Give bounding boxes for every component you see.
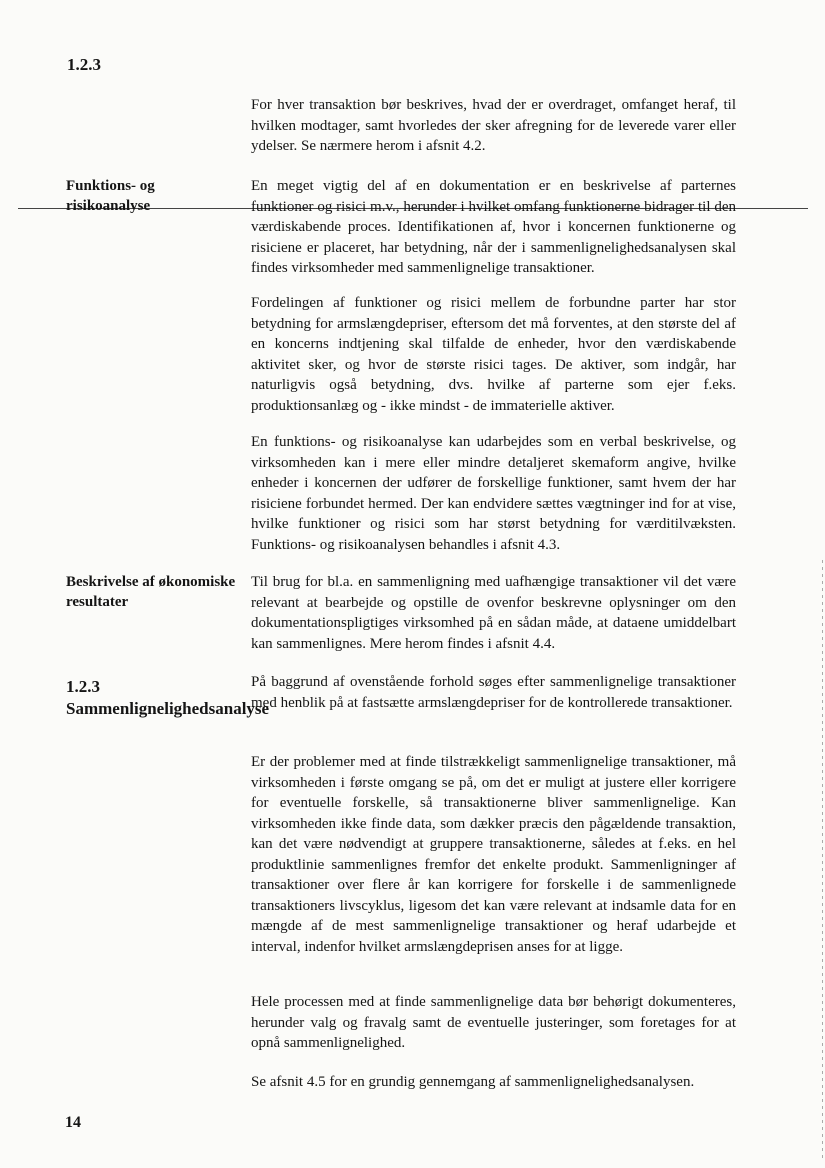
paragraph-allocation-functions: Fordelingen af funktioner og risici mellem de forbundne parter har stor betydning for armslængdepriser, eftersom det må forventes, at den største del af en koncerns indtjening skal tilfalde de enheder, hvor den værdiskabende aktivitet sker, og hvor de største risici tages. De aktiver, som indgår, har naturligvis også betydning, dvs. hvilke af parterne som ejer f.eks. produktionsanlæg og - ikke mindst - de immaterielle aktiver.: [251, 295, 736, 414]
paragraph-function-risk-intro: En meget vigtig del af en dokumentation er en beskrivelse af parternes funktioner og risici m.v., herunder i hvilket omfang funktionerne bidrager til den værdiskabende proces. Identifikationen af, hvor i koncernen funktionerne og risiciene er placeret, har betydning, når der i sammenlignelighedsanalysen skal findes virksomheder med sammenlignelige transaktioner.: [251, 178, 736, 276]
paragraph-reference-4-5: Se afsnit 4.5 for en grundig gennemgang af sammenlignelighedsanalysen.: [251, 1074, 695, 1090]
paragraph-transaction-description: For hver transaktion bør beskrives, hvad der er overdraget, omfanget heraf, til hvilken modtager, samt hvorledes der sker afregning for de leverede varer eller ydelser. Se nærmere herom i afsnit 4.2.: [251, 97, 736, 154]
paragraph-analysis-format: En funktions- og risikoanalyse kan udarbejdes som en verbal beskrivelse, og virksomheden kan i mere eller mindre detaljeret skemaform angive, hvilke enheder i koncernen der udfører de forskellige funktioner, samt hvem der har risiciene forbundet hermed. Der kan endvidere sættes vægtninger ind for at vise, hvilke funktioner og risici som har størst betydning for værditilvæksten. Funktions- og risikoanalysen behandles i afsnit 4.3.: [251, 434, 736, 553]
side-heading-comparability-title: Sammenlignelighedsanalyse: [66, 699, 270, 718]
page-number: 14: [65, 1114, 81, 1131]
paragraph-comparability-adjustments: Er der problemer med at finde tilstrækkeligt sammenlignelige transaktioner, må virksomheden i første omgang se på, om det er muligt at justere eller korrigere for eventuelle forskelle, så transaktionerne bliver sammenlignelige. Kan virksomheden ikke finde data, som dækker præcis den pågældende transaktion, kan det være nødvendigt at gruppere transaktionerne, således at f.eks. en hel produktlinie sammenlignes fremfor det enkelte produkt. Sammenligninger af transaktioner over flere år kan korrigere for forskelle i de sammenlignede transaktioners livscyklus, ligesom det kan være relevant at indsamle data for en mængde af de mest sammenlignelige transaktioner og heraf udarbejde et interval, indenfor hvilket armslængdeprisen anses for at ligge.: [251, 754, 736, 955]
paragraph-documentation-process: Hele processen med at finde sammenlignelige data bør behørigt dokumenteres, herunder valg og fravalg samt de eventuelle justeringer, som foretages for at opnå sammenlignelighed.: [251, 994, 736, 1051]
side-heading-functions-risks: Funktions- og risikoanalyse: [66, 178, 155, 214]
side-heading-comparability: [66, 676, 270, 720]
paragraph-economic-results: Til brug for bl.a. en sammenligning med uafhængige transaktioner vil det være relevant at bearbejde og opstille de ovenfor beskrevne oplysninger om den dokumentationspligtiges virksomhed på en sådan måde, at dataene umiddelbart kan sammenlignes. Mere herom findes i afsnit 4.4.: [251, 574, 736, 652]
paragraph-comparability-search: På baggrund af ovenstående forhold søges efter sammenlignelige transaktioner med henblik på at fastsætte armslængdepriser for de kontrollerede transaktioner.: [251, 674, 736, 711]
scan-edge-artifact: [822, 560, 823, 1160]
running-header-section-number: 1.2.3: [67, 55, 101, 74]
side-heading-comparability-number: 1.2.3: [66, 677, 100, 696]
side-heading-economic-results: Beskrivelse af økonomiske resultater: [66, 574, 236, 610]
